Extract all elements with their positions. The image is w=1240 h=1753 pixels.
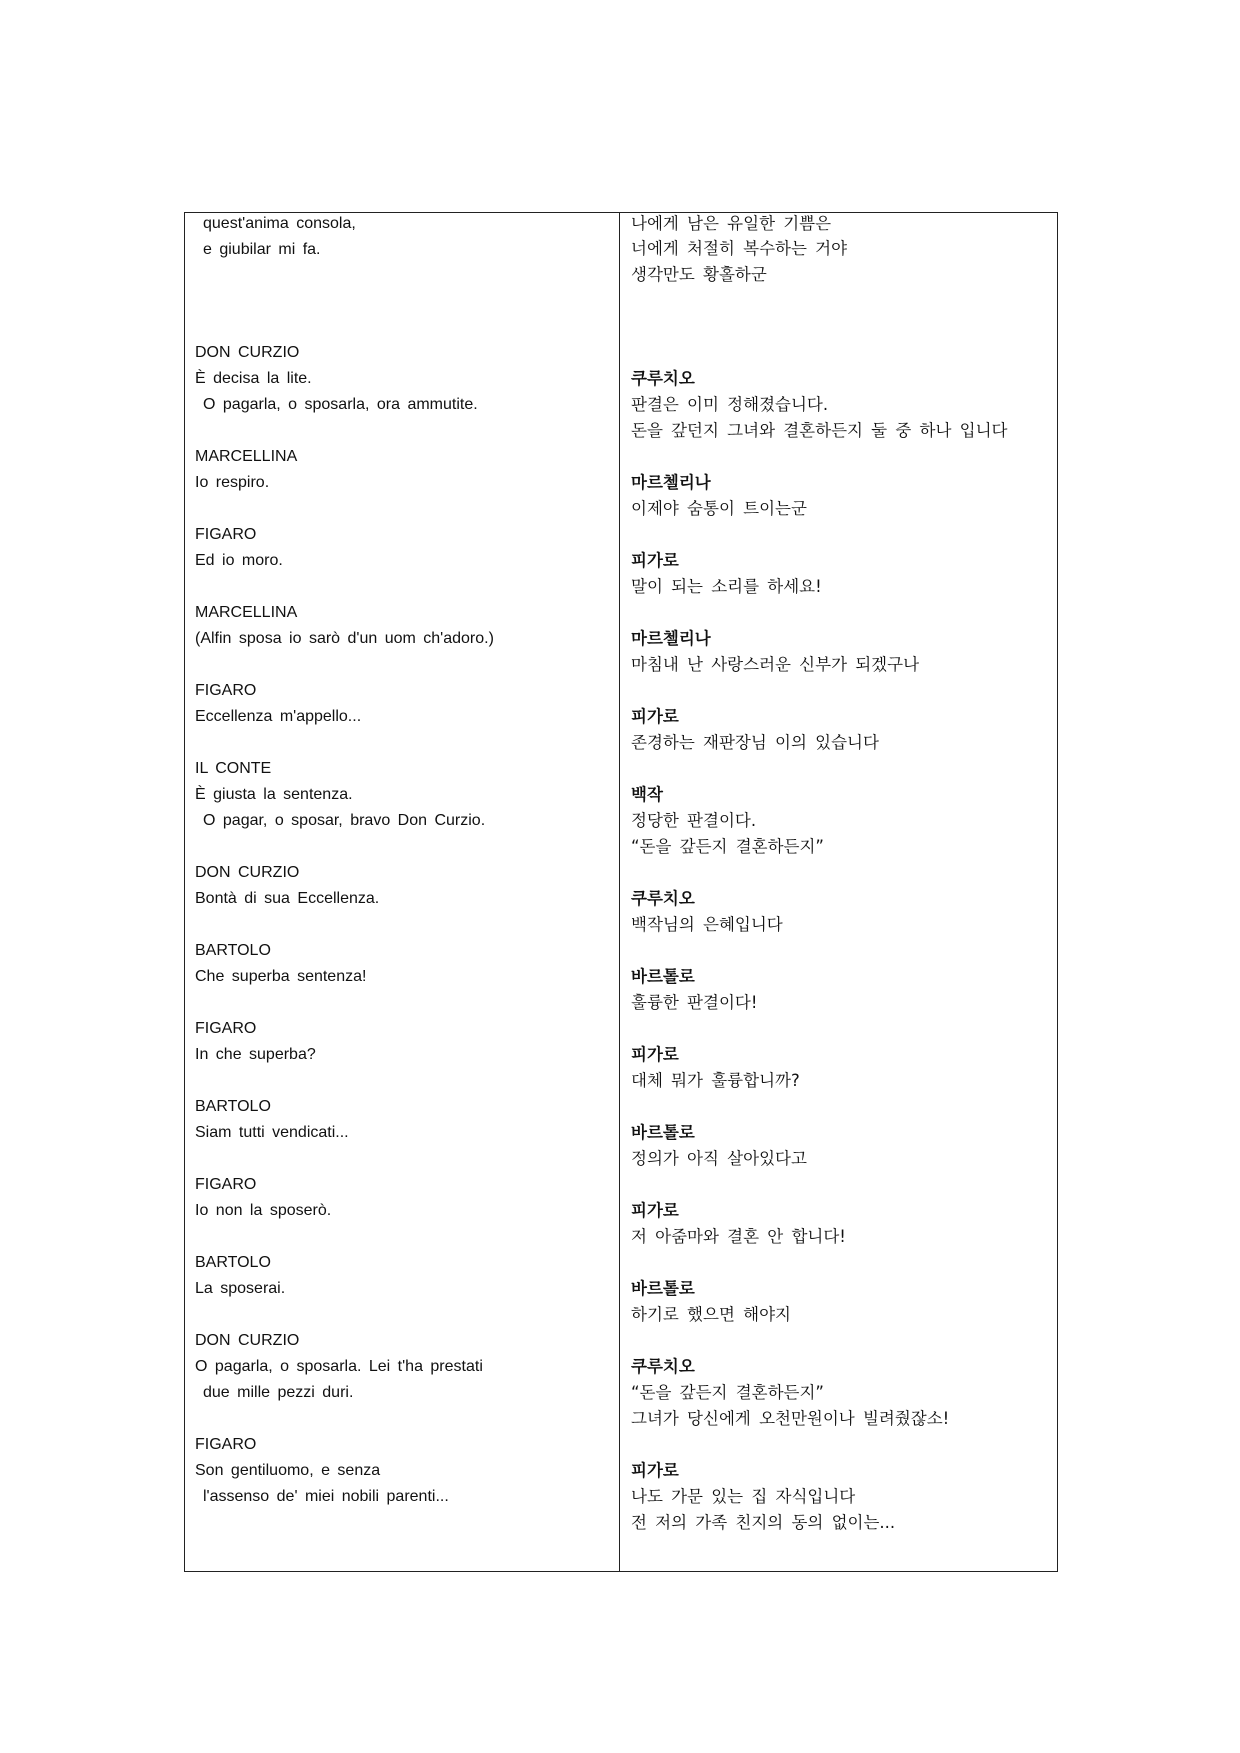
italian-dialogue-line: e giubilar mi fa. xyxy=(203,241,321,258)
italian-dialogue-line: O pagarla, o sposarla. Lei t'ha prestati xyxy=(195,1358,483,1375)
korean-dialogue-line: 돈을 갚던지 그녀와 결혼하든지 둘 중 하나 입니다 xyxy=(631,421,1008,440)
italian-dialogue-line: due mille pezzi duri. xyxy=(203,1384,354,1401)
korean-dialogue-line: 존경하는 재판장님 이의 있습니다 xyxy=(631,733,879,752)
italian-dialogue-line: quest'anima consola, xyxy=(203,215,356,232)
korean-dialogue-line: 정당한 판결이다. xyxy=(631,811,757,830)
italian-dialogue-line: Che superba sentenza! xyxy=(195,968,367,985)
italian-dialogue-line: È giusta la sentenza. xyxy=(195,786,353,803)
korean-speaker-name: 피가로 xyxy=(631,551,679,570)
italian-speaker-name: DON CURZIO xyxy=(195,344,300,361)
italian-dialogue-line: (Alfin sposa io sarò d'un uom ch'adoro.) xyxy=(195,630,494,647)
korean-speaker-name: 바르톨로 xyxy=(631,967,695,986)
italian-speaker-name: FIGARO xyxy=(195,1436,257,1453)
korean-speaker-name: 피가로 xyxy=(631,1201,679,1220)
libretto-table xyxy=(184,212,1058,1572)
korean-speaker-name: 마르첼리나 xyxy=(631,629,711,648)
italian-dialogue-line: Io non la sposerò. xyxy=(195,1202,332,1219)
italian-dialogue-line: l'assenso de' miei nobili parenti... xyxy=(203,1488,449,1505)
italian-dialogue-line: La sposerai. xyxy=(195,1280,286,1297)
korean-dialogue-line: 훌륭한 판결이다! xyxy=(631,993,758,1012)
korean-dialogue-line: “돈을 갚든지 결혼하든지” xyxy=(631,837,824,856)
korean-dialogue-line: 이제야 숨통이 트이는군 xyxy=(631,499,807,518)
italian-dialogue-line: O pagarla, o sposarla, ora ammutite. xyxy=(203,396,478,413)
italian-dialogue-line: Io respiro. xyxy=(195,474,270,491)
korean-dialogue-line: 대체 뭐가 훌륭합니까? xyxy=(631,1071,800,1090)
korean-speaker-name: 피가로 xyxy=(631,707,679,726)
korean-speaker-name: 쿠루치오 xyxy=(631,369,695,388)
korean-speaker-name: 피가로 xyxy=(631,1461,679,1480)
italian-speaker-name: BARTOLO xyxy=(195,942,271,959)
italian-dialogue-line: In che superba? xyxy=(195,1046,316,1063)
korean-speaker-name: 백작 xyxy=(631,785,663,804)
italian-speaker-name: DON CURZIO xyxy=(195,1332,300,1349)
korean-speaker-name: 바르톨로 xyxy=(631,1279,695,1298)
korean-speaker-name: 피가로 xyxy=(631,1045,679,1064)
korean-dialogue-line: 그녀가 당신에게 오천만원이나 빌려줬잖소! xyxy=(631,1409,950,1428)
italian-speaker-name: FIGARO xyxy=(195,526,257,543)
korean-dialogue-line: 정의가 아직 살아있다고 xyxy=(631,1149,807,1168)
italian-dialogue-line: Siam tutti vendicati... xyxy=(195,1124,349,1141)
italian-speaker-name: BARTOLO xyxy=(195,1098,271,1115)
italian-dialogue-line: O pagar, o sposar, bravo Don Curzio. xyxy=(203,812,486,829)
korean-dialogue-line: 저 아줌마와 결혼 안 합니다! xyxy=(631,1227,846,1246)
korean-dialogue-line: 말이 되는 소리를 하세요! xyxy=(631,577,822,596)
korean-dialogue-line: 너에게 처절히 복수하는 거야 xyxy=(631,239,848,258)
italian-dialogue-line: Son gentiluomo, e senza xyxy=(195,1462,381,1479)
korean-dialogue-line: 생각만도 황홀하군 xyxy=(631,265,767,284)
italian-speaker-name: MARCELLINA xyxy=(195,448,298,465)
korean-dialogue-line: 백작님의 은혜입니다 xyxy=(631,915,783,934)
korean-speaker-name: 마르첼리나 xyxy=(631,473,711,492)
italian-dialogue-line: Bontà di sua Eccellenza. xyxy=(195,890,380,907)
korean-dialogue-line: “돈을 갚든지 결혼하든지” xyxy=(631,1383,824,1402)
column-divider xyxy=(619,213,620,1571)
korean-dialogue-line: 마침내 난 사랑스러운 신부가 되겠구나 xyxy=(631,655,920,674)
korean-dialogue-line: 판결은 이미 정해졌습니다. xyxy=(631,395,829,414)
italian-speaker-name: MARCELLINA xyxy=(195,604,298,621)
korean-speaker-name: 쿠루치오 xyxy=(631,1357,695,1376)
italian-speaker-name: DON CURZIO xyxy=(195,864,300,881)
korean-dialogue-line: 나도 가문 있는 집 자식입니다 xyxy=(631,1487,856,1506)
italian-speaker-name: BARTOLO xyxy=(195,1254,271,1271)
italian-speaker-name: FIGARO xyxy=(195,1176,257,1193)
korean-dialogue-line: 하기로 했으면 해야지 xyxy=(631,1305,791,1324)
italian-dialogue-line: Ed io moro. xyxy=(195,552,283,569)
korean-dialogue-line: 나에게 남은 유일한 기쁨은 xyxy=(631,214,832,233)
korean-speaker-name: 쿠루치오 xyxy=(631,889,695,908)
korean-dialogue-line: 전 저의 가족 친지의 동의 없이는... xyxy=(631,1513,896,1532)
korean-speaker-name: 바르톨로 xyxy=(631,1123,695,1142)
italian-dialogue-line: Eccellenza m'appello... xyxy=(195,708,362,725)
italian-speaker-name: IL CONTE xyxy=(195,760,272,777)
italian-speaker-name: FIGARO xyxy=(195,682,257,699)
italian-dialogue-line: È decisa la lite. xyxy=(195,370,312,387)
italian-speaker-name: FIGARO xyxy=(195,1020,257,1037)
